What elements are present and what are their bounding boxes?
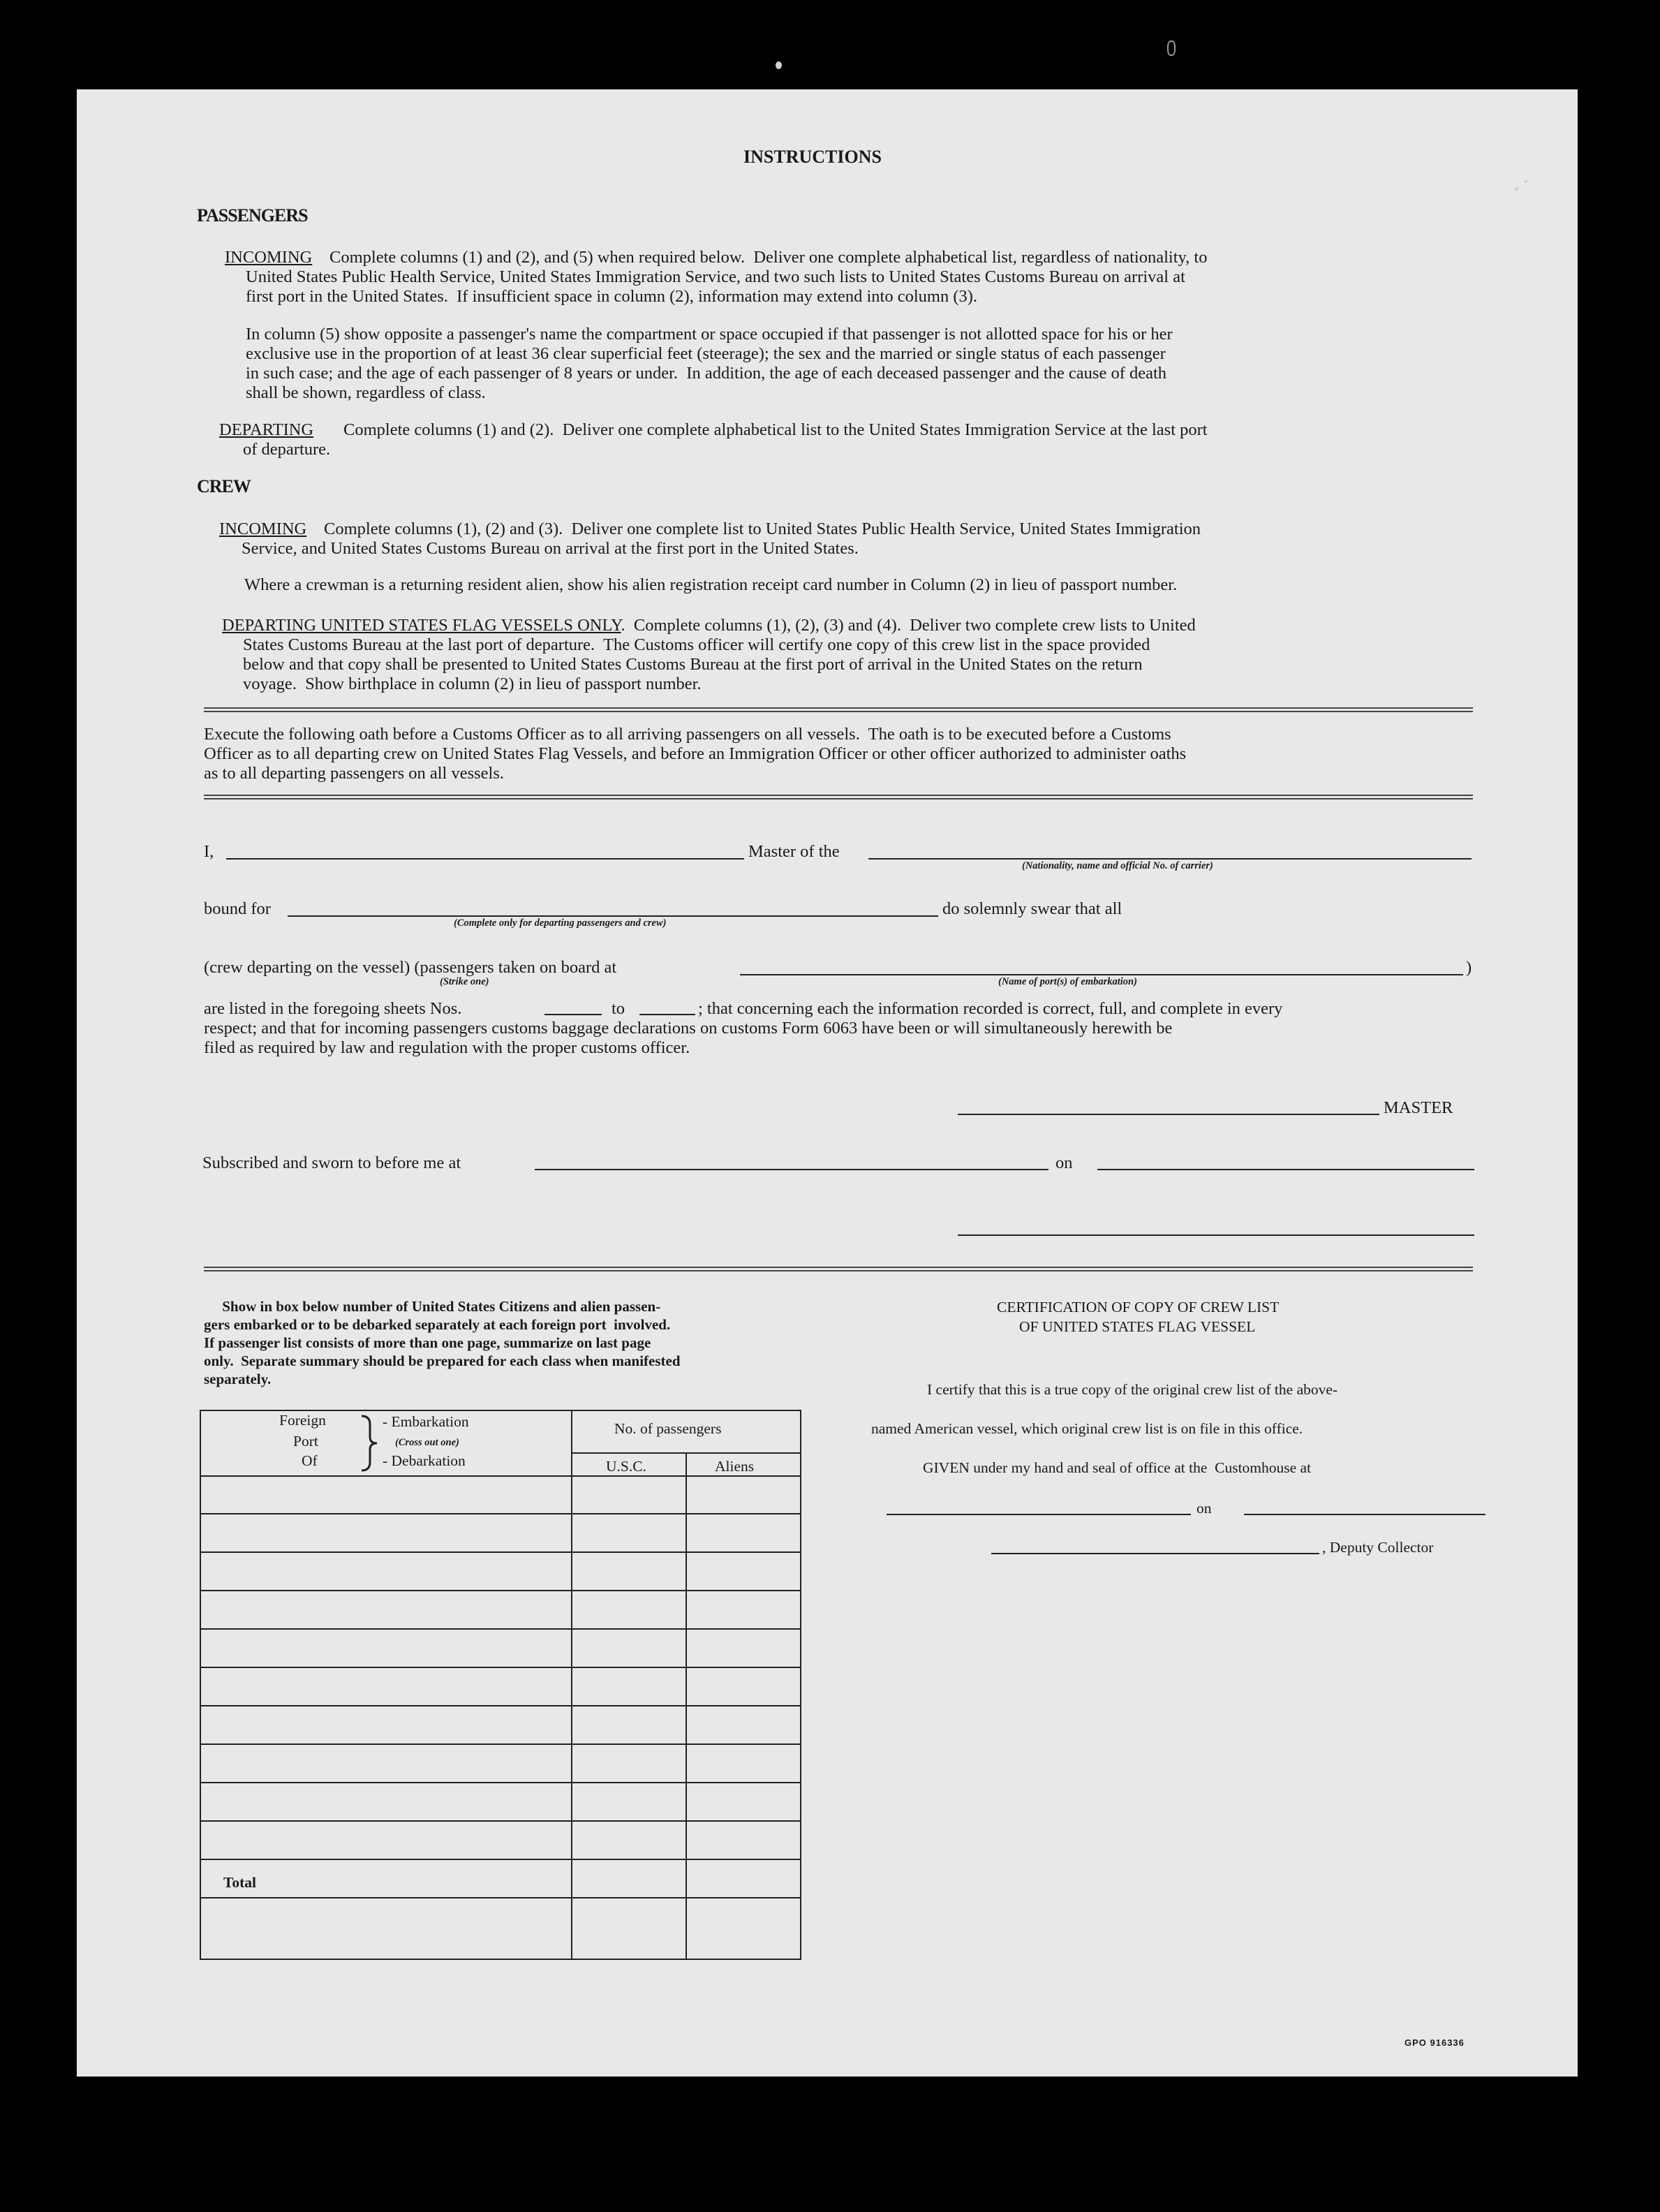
table-subheader-rule xyxy=(571,1452,800,1454)
aliens-header: Aliens xyxy=(715,1458,755,1475)
certification-line: named American vessel, which original crew list is on file in this office. xyxy=(871,1420,1303,1437)
scan-speck xyxy=(1515,187,1518,191)
listed-line: respect; and that for incoming passengers customs baggage declarations on customs Form 6063 have been or will simultaneously herewith be xyxy=(204,1019,1173,1038)
certification-line: I certify that this is a true copy of the original crew list of the above- xyxy=(927,1381,1338,1398)
passenger-summary-table xyxy=(200,1410,801,1960)
debarkation-header: - Debarkation xyxy=(383,1452,466,1469)
deputy-collector-label: , Deputy Collector xyxy=(1322,1539,1434,1556)
carrier-caption: (Nationality, name and official No. of carrier) xyxy=(1022,860,1213,871)
crew-incoming-label: INCOMING xyxy=(219,519,307,538)
table-row-rule xyxy=(200,1820,800,1822)
no-of-passengers-header: No. of passengers xyxy=(614,1420,722,1437)
officer-signature-field[interactable] xyxy=(958,1234,1474,1236)
passengers-incoming-line: first port in the United States. If insufficient space in column (2), information may extend into column (3). xyxy=(246,287,978,306)
column5-line: exclusive use in the proportion of at least 36 clear superficial feet (steerage); the sex and the married or single status of each passenger xyxy=(246,344,1166,363)
brace-icon xyxy=(359,1415,380,1472)
form-page xyxy=(77,89,1578,2077)
subscribed-on-label: on xyxy=(1055,1153,1073,1172)
cross-out-caption: (Cross out one) xyxy=(395,1437,459,1448)
page-title: INSTRUCTIONS xyxy=(743,147,882,167)
master-label: MASTER xyxy=(1384,1098,1453,1117)
scan-speck xyxy=(776,61,782,69)
table-row-rule xyxy=(200,1551,800,1553)
oath-i-label: I, xyxy=(204,842,214,861)
bound-for-field[interactable] xyxy=(288,915,938,917)
complete-only-caption: (Complete only for departing passengers and crew) xyxy=(454,917,667,929)
passengers-incoming-line: United States Public Health Service, United States Immigration Service, and two such lists to United States Customs Bureau on arrival at xyxy=(246,267,1185,286)
certification-title: OF UNITED STATES FLAG VESSEL xyxy=(1019,1318,1256,1335)
bound-for-label: bound for xyxy=(204,899,271,918)
crew-departing-line: voyage. Show birthplace in column (2) in lieu of passport number. xyxy=(243,674,702,693)
certification-line: GIVEN under my hand and seal of office at the Customhouse at xyxy=(923,1459,1312,1476)
crew-resident-line: Where a crewman is a returning resident alien, show his alien registration receipt card number in Column (2) in lieu of passport number. xyxy=(244,575,1178,594)
table-row-rule xyxy=(200,1859,800,1860)
table-row-rule xyxy=(200,1743,800,1745)
port-caption: (Name of port(s) of embarkation) xyxy=(998,976,1137,987)
port-embarkation-field[interactable] xyxy=(740,974,1463,975)
crew-departing-line: States Customs Bureau at the last port of departure. The Customs officer will certify one copy of this crew list in the space provided xyxy=(243,635,1150,654)
summary-instruction-line: Show in box below number of United States Citizens and alien passen- xyxy=(204,1298,661,1315)
crew-incoming-line: Service, and United States Customs Bureau on arrival at the first port in the United States. xyxy=(242,539,859,558)
embarkation-header: - Embarkation xyxy=(383,1413,469,1430)
close-paren: ) xyxy=(1466,958,1472,977)
column5-line: shall be shown, regardless of class. xyxy=(246,383,486,402)
deputy-collector-signature[interactable] xyxy=(991,1553,1319,1554)
section-divider xyxy=(204,707,1473,712)
usc-header: U.S.C. xyxy=(606,1458,646,1475)
passengers-departing-line: of departure. xyxy=(243,440,331,459)
total-label: Total xyxy=(223,1874,256,1891)
table-row-rule xyxy=(200,1628,800,1630)
crew-departing-line: DEPARTING UNITED STATES FLAG VESSELS ONLY. Complete columns (1), (2), (3) and (4). Deliver two complete crew lists to United xyxy=(222,616,1196,635)
swear-label: do solemnly swear that all xyxy=(942,899,1122,918)
carrier-field[interactable] xyxy=(868,858,1472,860)
crew-incoming-line: Complete columns (1), (2) and (3). Deliver one complete list to United States Public Health Service, United States Immigration xyxy=(324,519,1201,538)
listed-label: are listed in the foregoing sheets Nos. xyxy=(204,999,462,1018)
column5-line: In column (5) show opposite a passenger's name the compartment or space occupied if that passenger is not allotted space for his or her xyxy=(246,325,1173,344)
table-row-rule xyxy=(200,1475,800,1477)
crew-departing-label: (crew departing on the vessel) (passengers taken on board at xyxy=(204,958,617,977)
table-row-rule xyxy=(200,1782,800,1783)
table-row-rule xyxy=(200,1513,800,1514)
table-col-divider xyxy=(571,1410,572,1959)
sheet-to-field[interactable] xyxy=(639,1014,695,1015)
to-label: to xyxy=(612,999,625,1018)
passengers-heading: PASSENGERS xyxy=(197,205,308,226)
passengers-incoming-label: INCOMING xyxy=(225,248,313,267)
crew-departing-line: below and that copy shall be presented to United States Customs Bureau at the first port of arrival in the United States on the return xyxy=(243,655,1143,674)
table-row-rule xyxy=(200,1705,800,1706)
crew-heading: CREW xyxy=(197,476,251,496)
summary-instruction-line: separately. xyxy=(204,1371,272,1387)
table-row-rule xyxy=(200,1667,800,1668)
section-divider xyxy=(204,795,1473,799)
master-of-the-label: Master of the xyxy=(748,842,840,861)
sheet-from-field[interactable] xyxy=(544,1014,602,1015)
scan-speck xyxy=(1167,40,1176,56)
foreign-port-header: Foreign xyxy=(279,1412,326,1429)
section-divider xyxy=(204,1267,1473,1271)
passengers-incoming-line: Complete columns (1) and (2), and (5) when required below. Deliver one complete alphabetical list, regardless of nationality, to xyxy=(329,248,1208,267)
strike-one-caption: (Strike one) xyxy=(440,976,489,987)
subscribed-label: Subscribed and sworn to before me at xyxy=(202,1153,461,1172)
oath-instruction-line: Execute the following oath before a Customs Officer as to all arriving passengers on all vessels. The oath is to be executed before a Customs xyxy=(204,725,1171,744)
certification-on-label: on xyxy=(1196,1500,1212,1517)
scan-speck xyxy=(1525,180,1527,183)
table-row-rule xyxy=(200,1590,800,1591)
summary-instruction-line: If passenger list consists of more than one page, summarize on last page xyxy=(204,1334,651,1351)
foreign-port-header: Port xyxy=(293,1433,318,1450)
passengers-departing-line: Complete columns (1) and (2). Deliver one complete alphabetical list to the United States Immigration Service at the last port xyxy=(343,420,1208,439)
table-row-rule xyxy=(200,1897,800,1898)
column5-line: in such case; and the age of each passenger of 8 years or under. In addition, the age of each deceased passenger and the cause of death xyxy=(246,364,1167,383)
listed-line: filed as required by law and regulation with the proper customs officer. xyxy=(204,1038,690,1057)
oath-instruction-line: as to all departing passengers on all vessels. xyxy=(204,764,505,783)
passengers-departing-label: DEPARTING xyxy=(219,420,314,439)
customhouse-field[interactable] xyxy=(887,1514,1191,1515)
master-signature-field[interactable] xyxy=(958,1114,1379,1115)
certification-date-field[interactable] xyxy=(1244,1514,1485,1515)
footer-code: GPO 916336 xyxy=(1405,2037,1465,2048)
subscribed-date-field[interactable] xyxy=(1097,1169,1474,1170)
oath-instruction-line: Officer as to all departing crew on United States Flag Vessels, and before an Immigration Officer or other officer authorized to administer oaths xyxy=(204,744,1187,763)
master-name-field[interactable] xyxy=(226,858,744,860)
foreign-port-header: Of xyxy=(302,1452,318,1469)
certification-title: CERTIFICATION OF COPY OF CREW LIST xyxy=(997,1299,1280,1315)
subscribed-place-field[interactable] xyxy=(535,1169,1048,1170)
summary-instruction-line: only. Separate summary should be prepared for each class when manifested xyxy=(204,1352,681,1369)
listed-label-2: ; that concerning each the information recorded is correct, full, and complete in every xyxy=(698,999,1283,1018)
summary-instruction-line: gers embarked or to be debarked separately at each foreign port involved. xyxy=(204,1316,671,1333)
